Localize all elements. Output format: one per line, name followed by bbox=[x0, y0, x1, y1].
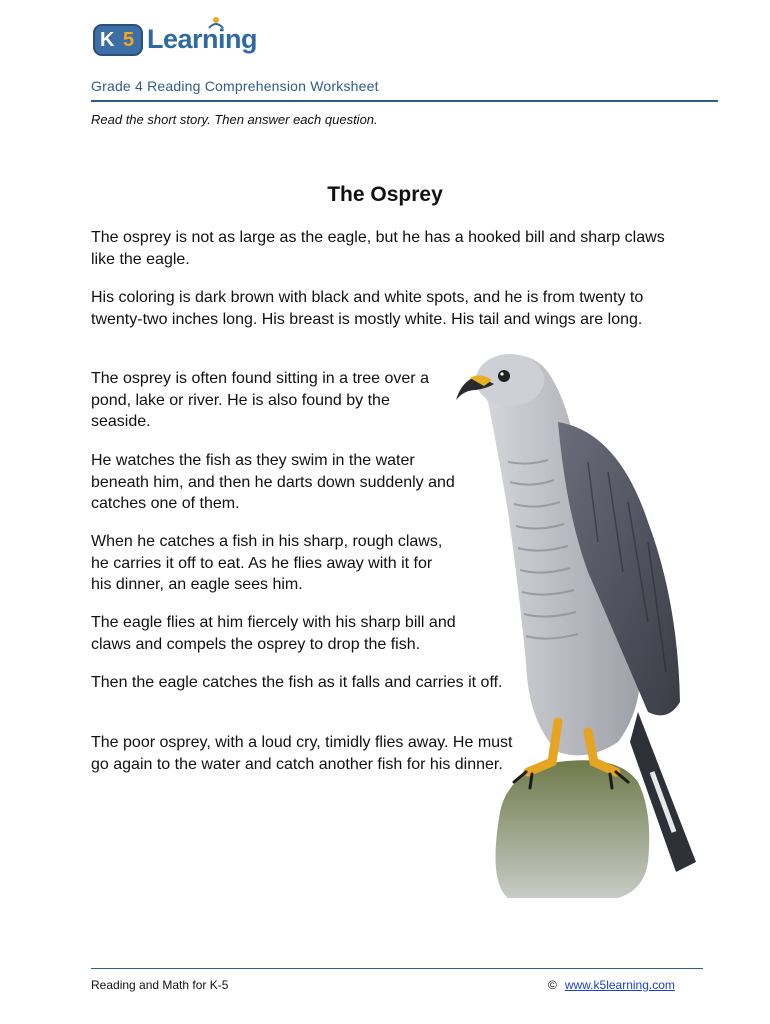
copyright-symbol: © bbox=[548, 978, 557, 992]
paragraph-7: Then the eagle catches the fish as it falls and carries it off. bbox=[91, 674, 503, 691]
osprey-illustration bbox=[448, 342, 710, 902]
footer-divider bbox=[91, 968, 703, 969]
k5-learning-logo bbox=[93, 18, 263, 62]
header-divider bbox=[91, 100, 718, 102]
bird-eye bbox=[498, 370, 510, 382]
paragraph-3: The osprey is often found sitting in a tree over a pond, lake or river. He is also found by the seaside. bbox=[91, 370, 429, 430]
paragraph-1: The osprey is not as large as the eagle, but he has a hooked bill and sharp claws like the eagle. bbox=[91, 229, 665, 268]
logo-text: Learning bbox=[147, 24, 258, 54]
story-title: The Osprey bbox=[327, 183, 443, 206]
paragraph-6: The eagle flies at him fiercely with his sharp bill and claws and compels the osprey to drop the fish. bbox=[91, 614, 456, 653]
paragraph-2: His coloring is dark brown with black and white spots, and he is from twenty to twenty-two inches long. His breast is mostly white. His tail and wings are long. bbox=[91, 289, 644, 328]
footer-tagline: Reading and Math for K-5 bbox=[91, 978, 229, 992]
logo-figure-icon bbox=[207, 16, 225, 30]
worksheet-subtitle: Grade 4 Reading Comprehension Worksheet bbox=[91, 78, 379, 94]
paragraph-4: He watches the fish as they swim in the water beneath him, and then he darts down suddenly and catches one of them. bbox=[91, 452, 455, 512]
paragraph-8: The poor osprey, with a loud cry, timidly flies away. He must go again to the water and catch another fish for his dinner. bbox=[91, 734, 513, 773]
paragraph-5: When he catches a fish in his sharp, rough claws, he carries it off to eat. As he flies away with it for his dinner, an eagle sees him. bbox=[91, 533, 443, 593]
footer-copyright bbox=[548, 978, 675, 992]
instructions: Read the short story. Then answer each question. bbox=[91, 112, 378, 127]
logo-five: 5 bbox=[123, 29, 135, 51]
website-link[interactable]: www.k5learning.com bbox=[564, 978, 675, 992]
k5-badge bbox=[93, 24, 143, 56]
logo-k: K bbox=[100, 29, 115, 51]
